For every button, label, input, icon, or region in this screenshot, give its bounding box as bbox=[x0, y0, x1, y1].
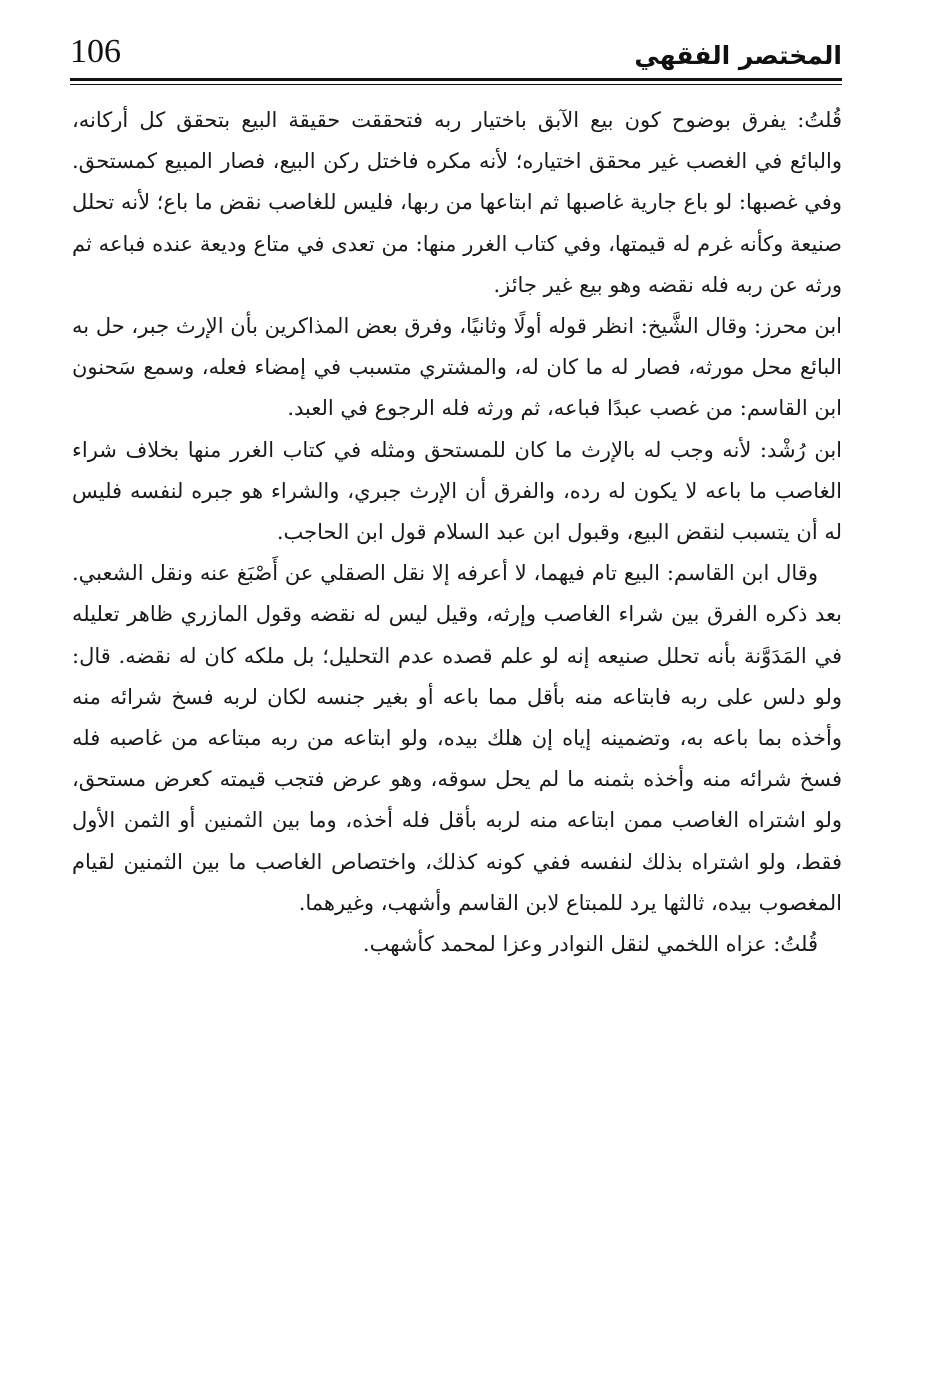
paragraph: وقال ابن القاسم: البيع تام فيهما، لا أعرفه إلا نقل الصقلي عن أَصْبَغ عنه ونقل الشعبي. بعد ذكره الفرق بين شراء الغاصب وإرثه، وقيل ليس له نقضه وقول المازري ظاهر تعليله في المَدَوَّنة بأنه تحلل صنيعه إنه لو علم قصده عدم التحليل؛ بل ملكه كان له نقضه. قال: ولو دلس على ربه فابتاعه منه بأقل مما باعه أو بغير جنسه لكان لربه فسخ شرائه منه وأخذه بما باعه به، وتضمينه إياه إن هلك بيده، ولو ابتاعه من ربه مبتاعه من غاصبه فله فسخ شرائه منه وأخذه بثمنه ما لم يحل سوقه، وهو عرض فتجب قيمته كعرض مستحق، ولو اشتراه الغاصب ممن ابتاعه منه لربه بأقل فله أخذه، وما بين الثمنين أو الثمن الأول فقط، ولو اشتراه بذلك لنفسه ففي كونه كذلك، واختصاص الغاصب ما بين الثمنين لقيام المغصوب بيده، ثالثها يرد للمبتاع لابن القاسم وأشهب، وغيرهما. bbox=[72, 561, 842, 915]
body-text bbox=[72, 100, 842, 965]
running-title: المختصر الفقهي bbox=[634, 41, 842, 70]
page-header bbox=[70, 22, 842, 82]
paragraph: ابن رُشْد: لأنه وجب له بالإرث ما كان للمستحق ومثله في كتاب الغرر منها بخلاف شراء الغاصب ما باعه لا يكون له رده، والفرق أن الإرث جبري، والشراء هو جبره لنفسه فليس له أن يتسبب لنقض البيع، وقبول ابن عبد السلام قول ابن الحاجب. bbox=[72, 437, 842, 545]
header-rule bbox=[70, 78, 842, 81]
paragraph: قُلتُ: يفرق بوضوح كون بيع الآبق باختيار ربه فتحققت حقيقة البيع بتحقق كل أركانه، والبائع في الغصب غير محقق اختياره؛ لأنه مكره فاختل ركن البيع، فصار المبيع كمستحق. وفي غصبها: لو باع جارية غاصبها ثم ابتاعها من ربها، فليس للغاصب نقض ما باع؛ لأنه تحلل صنيعة وكأنه غرم له قيمتها، وفي كتاب الغرر منها: من تعدى في متاع وديعة عنده فباعه ثم ورثه عن ربه فله نقضه وهو بيع غير جائز. bbox=[72, 108, 842, 297]
paragraph: ابن محرز: وقال الشَّيخ: انظر قوله أولًا وثانيًا، وفرق بعض المذاكرين بأن الإرث جبر، حل به البائع محل مورثه، فصار له ما كان له، والمشتري متسبب في إمضاء فعله، وسمع سَحنون ابن القاسم: من غصب عبدًا فباعه، ثم ورثه فله الرجوع في العبد. bbox=[72, 314, 842, 421]
header-rule-thin bbox=[70, 84, 842, 85]
paragraph: قُلتُ: عزاه اللخمي لنقل النوادر وعزا لمحمد كأشهب. bbox=[362, 932, 818, 957]
page-number: 106 bbox=[70, 33, 121, 70]
